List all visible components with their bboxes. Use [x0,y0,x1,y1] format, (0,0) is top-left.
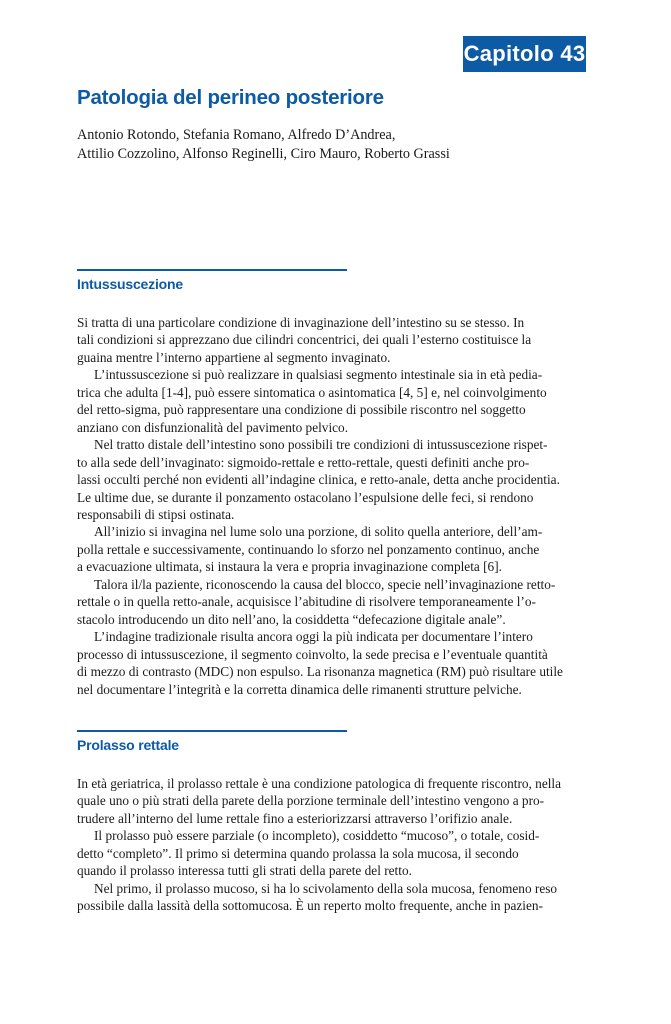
text-line: guaina mentre l’interno appartiene al segmento invaginato. [77,349,391,365]
text-line: trudere all’interno del lume rettale fino a esteriorizzarsi attraverso l’orifizio anale. [77,810,513,826]
text-line: lassi occulti perché non evidenti all’indagine clinica, e retto-anale, detta anche procidentia. [77,472,560,488]
text-line: rettale o in quella retto-anale, acquisisce l’abitudine di risolvere temporaneamente l’o- [77,594,536,610]
section-intussuscezione [77,269,589,698]
text-line: L’indagine tradizionale risulta ancora oggi la più indicata per documentare l’intero [94,629,533,645]
section-body [77,775,589,915]
text-line: tali condizioni si apprezzano due cilindri concentrici, dei quali l’esterno costituisce la [77,332,532,348]
text-line: Il prolasso può essere parziale (o incompleto), cosiddetto “mucoso”, o totale, cosid- [94,828,540,844]
text-line: responsabili di stipsi ostinata. [77,506,235,522]
text-line: stacolo introducendo un dito nell’ano, la cosiddetta “defecazione digitale anale”. [77,611,506,627]
text-line: a evacuazione ultimata, si instaura la vera e propria invaginazione completa [6]. [77,559,502,575]
text-line: possibile dalla lassità della sottomucosa. È un reperto molto frequente, anche in pazien- [77,898,543,914]
text-line: Si tratta di una particolare condizione di invaginazione dell’intestino su se stesso. In [77,315,525,330]
text-line: Talora il/la paziente, riconoscendo la causa del blocco, specie nell’invaginazione retto- [94,576,556,592]
text-line: Nel tratto distale dell’intestino sono possibili tre condizioni di intussuscezione rispet- [94,437,548,453]
text-line: nel documentare l’integrità e la corretta dinamica delle rimanenti strutture pelviche. [77,681,522,697]
authors [77,126,597,164]
text-line: di mezzo di contrasto (MDC) non espulso. La risonanza magnetica (RM) può risultare utile [77,664,563,680]
chapter-title: Patologia del perineo posteriore [77,86,384,109]
text-line: trica che adulta [1-4], può essere sintomatica o asintomatica [4, 5] e, nel coinvolgimento [77,384,547,400]
text-line: detto “completo”. Il primo si determina quando prolassa la sola mucosa, il secondo [77,845,519,861]
text-line: Nel primo, il prolasso mucoso, si ha lo scivolamento della sola mucosa, fenomeno reso [94,880,558,896]
text-line: polla rettale e successivamente, continuando lo sforzo nel ponzamento continuo, anche [77,541,540,557]
text-line: L’intussuscezione si può realizzare in qualsiasi segmento intestinale sia in età pedia- [94,367,543,383]
section-heading: Prolasso rettale [77,737,179,753]
section-prolasso-rettale [77,730,589,915]
authors-line: Attilio Cozzolino, Alfonso Reginelli, Ciro Mauro, Roberto Grassi [77,146,450,162]
text-line: quale uno o più strati della parete della porzione terminale dell’intestino vengono a pro- [77,793,545,809]
section-heading: Intussuscezione [77,276,183,292]
text-line: to alla sede dell’invaginato: sigmoido-rettale e retto-rettale, questi definiti anche pro- [77,454,530,470]
text-line: processo di intussuscezione, il segmento coinvolto, la sede precisa e l’eventuale quantità [77,646,548,662]
text-line: del retto-sigma, può rappresentare una condizione di possibile riscontro nel soggetto [77,402,526,418]
text-line: quando il prolasso interessa tutti gli strati della parete del retto. [77,863,412,879]
text-line: Le ultime due, se durante il ponzamento ostacolano l’espulsione delle feci, si rendono [77,489,534,505]
authors-line: Antonio Rotondo, Stefania Romano, Alfredo D’Andrea, [77,127,396,143]
text-line: In età geriatrica, il prolasso rettale è una condizione patologica di frequente riscontro, nella [77,776,562,791]
text-line: anziano con disfunzionalità del pavimento pelvico. [77,419,349,435]
chapter-badge: Capitolo 43 [463,36,586,72]
text-line: All’inizio si invagina nel lume solo una porzione, di solito quella anteriore, dell’am- [94,524,543,540]
section-body [77,314,589,698]
